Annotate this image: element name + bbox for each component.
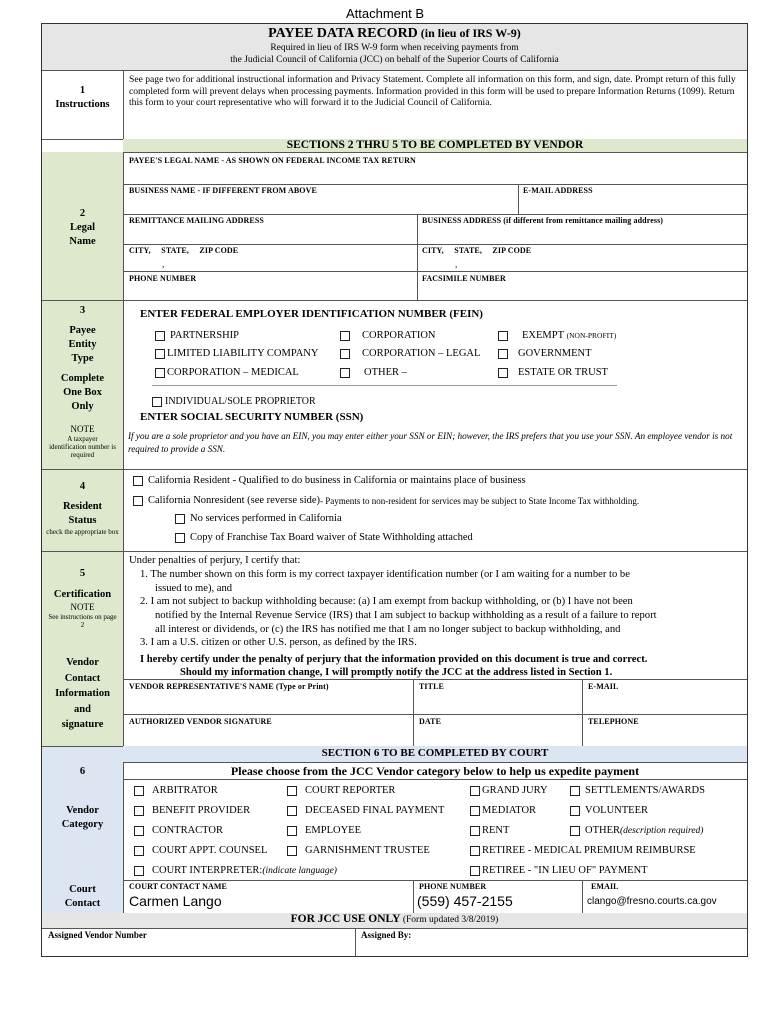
checkbox[interactable] — [340, 368, 350, 378]
checkbox[interactable] — [470, 806, 480, 816]
option-ftb-waiver[interactable]: Copy of Franchise Tax Board waiver of State Withholding attached — [175, 532, 473, 543]
section-3-note: NOTE A taxpayer identification number is required — [49, 424, 116, 459]
court-phone-label: PHONE NUMBER — [419, 882, 487, 891]
option-individual-sole-proprietor[interactable]: INDIVIDUAL/SOLE PROPRIETOR — [152, 396, 316, 407]
facsimile-number-field[interactable]: FACSIMILE NUMBER — [422, 274, 506, 283]
vendor-contact-label: Vendor Contact Information and signature — [55, 657, 110, 730]
business-name-field[interactable]: BUSINESS NAME - IF DIFFERENT FROM ABOVE — [129, 186, 317, 195]
checkbox[interactable] — [134, 806, 144, 816]
band-sections-2-5-text: SECTIONS 2 THRU 5 TO BE COMPLETED BY VENDOR — [286, 139, 584, 151]
option-corporation[interactable]: CORPORATION — [340, 330, 436, 341]
checkbox[interactable] — [340, 349, 350, 359]
court-contact-name-value[interactable]: Carmen Lango — [129, 893, 222, 909]
checkbox[interactable] — [498, 331, 508, 341]
checkbox[interactable] — [340, 331, 350, 341]
section-2-label: 2 Legal Name — [69, 208, 96, 247]
checkbox[interactable] — [133, 496, 143, 506]
city-state-zip-field[interactable]: CITY, STATE, ZIP CODE — [129, 246, 239, 255]
option-no-services[interactable]: No services performed in California — [175, 513, 342, 524]
vendor-rep-name-field[interactable]: VENDOR REPRESENTATIVE'S NAME (Type or Print) — [129, 682, 329, 691]
checkbox[interactable] — [287, 786, 297, 796]
ssn-heading: ENTER SOCIAL SECURITY NUMBER (SSN) — [140, 411, 364, 423]
checkbox[interactable] — [470, 786, 480, 796]
form-title: PAYEE DATA RECORD (in lieu of IRS W-9) — [268, 26, 521, 41]
comma-1: , — [162, 259, 165, 269]
court-email-label: EMAIL — [591, 882, 619, 891]
section-1-label: 1 Instructions — [55, 85, 110, 110]
option-garnishment-trustee[interactable]: GARNISHMENT TRUSTEE — [287, 845, 430, 856]
assigned-by-field[interactable]: Assigned By: — [361, 930, 412, 940]
option-other-category[interactable]: OTHER (description required) — [570, 825, 703, 836]
vendor-signature-field[interactable]: AUTHORIZED VENDOR SIGNATURE — [129, 717, 272, 726]
cert-item-2c: all interest or dividends, or (c) the IRS has notified me that I am no longer subject to backup withholding, and — [155, 624, 621, 635]
checkbox[interactable] — [175, 533, 185, 543]
option-court-interpreter[interactable]: COURT INTERPRETER: (indicate language) — [134, 865, 337, 876]
checkbox[interactable] — [175, 514, 185, 524]
cert-item-1a: 1. The number shown on this form is my correct taxpayer identification number (or I am waiting for a number to be — [140, 569, 630, 580]
checkbox[interactable] — [133, 476, 143, 486]
court-email-value[interactable]: clango@fresno.courts.ca.gov — [587, 896, 717, 907]
option-retiree-in-lieu[interactable]: RETIREE - "IN LIEU OF" PAYMENT — [470, 865, 648, 876]
option-retiree-medical[interactable]: RETIREE - MEDICAL PREMIUM REIMBURSE — [470, 845, 696, 856]
court-contact-name-label: COURT CONTACT NAME — [129, 882, 227, 891]
option-deceased-final-payment[interactable]: DECEASED FINAL PAYMENT — [287, 805, 444, 816]
checkbox[interactable] — [155, 349, 165, 359]
checkbox[interactable] — [152, 397, 162, 407]
checkbox[interactable] — [570, 786, 580, 796]
checkbox[interactable] — [134, 866, 144, 876]
checkbox[interactable] — [287, 846, 297, 856]
option-court-reporter[interactable]: COURT REPORTER — [287, 785, 395, 796]
option-partnership[interactable]: PARTNERSHIP — [155, 330, 239, 341]
vendor-date-field[interactable]: DATE — [419, 717, 442, 726]
option-benefit-provider[interactable]: BENEFIT PROVIDER — [134, 805, 250, 816]
option-settlements-awards[interactable]: SETTLEMENTS/AWARDS — [570, 785, 705, 796]
checkbox[interactable] — [155, 368, 165, 378]
option-employee[interactable]: EMPLOYEE — [287, 825, 361, 836]
option-california-nonresident[interactable]: California Nonresident (see reverse side) - Payments to non-resident for services may be subject to State Income Tax withholding. — [133, 495, 639, 506]
checkbox[interactable] — [470, 846, 480, 856]
attachment-label: Attachment B — [345, 6, 425, 21]
option-corporation-medical[interactable]: CORPORATION – MEDICAL — [155, 367, 299, 378]
checkbox[interactable] — [134, 826, 144, 836]
instructions-text: See page two for additional instructional information and Privacy Statement. Complete all information on this form, and sign, date. Prompt return of this fully completed form will prevent delays when processing payments. Information provided in this form will be used to prepare Information Returns (1099). Return this form to your court representative who will forward it to the Judicial Council of California. — [129, 74, 736, 108]
remittance-address-field[interactable]: REMITTANCE MAILING ADDRESS — [129, 216, 264, 225]
option-court-appt-counsel[interactable]: COURT APPT. COUNSEL — [134, 845, 267, 856]
business-address-field[interactable]: BUSINESS ADDRESS (if different from remittance mailing address) — [422, 216, 664, 225]
vendor-category-label: Vendor Category — [61, 805, 104, 830]
certify-statement-1: I hereby certify under the penalty of perjury that the information provided on this document is true and correct. — [140, 654, 648, 665]
option-government[interactable]: GOVERNMENT — [498, 348, 592, 359]
cert-intro: Under penalties of perjury, I certify that: — [129, 555, 301, 566]
comma-2: , — [455, 259, 458, 269]
checkbox[interactable] — [570, 806, 580, 816]
payee-legal-name-field[interactable]: PAYEE'S LEGAL NAME - AS SHOWN ON FEDERAL INCOME TAX RETURN — [129, 156, 416, 165]
option-exempt[interactable]: EXEMPT (NON-PROFIT) — [498, 330, 616, 341]
option-rent[interactable]: RENT — [470, 825, 509, 836]
cert-item-1b: issued to me), and — [155, 583, 233, 594]
band-section-6-text: SECTION 6 TO BE COMPLETED BY COURT — [321, 747, 549, 759]
cert-item-3: 3. I am a U.S. citizen or other U.S. person, as defined by the IRS. — [140, 637, 417, 648]
option-other[interactable]: OTHER – — [340, 367, 407, 378]
checkbox[interactable] — [287, 806, 297, 816]
section-3-label: 3 — [79, 305, 86, 316]
option-grand-jury[interactable]: GRAND JURY — [470, 785, 548, 796]
checkbox[interactable] — [134, 846, 144, 856]
option-arbitrator[interactable]: ARBITRATOR — [134, 785, 218, 796]
assigned-vendor-number-field[interactable]: Assigned Vendor Number — [48, 930, 147, 940]
section-6-label: 6 — [79, 766, 86, 777]
checkbox[interactable] — [470, 826, 480, 836]
cert-item-2b: notified by the Internal Revenue Service (IRS) that I am subject to backup withholding as a result of a failure to report — [155, 610, 657, 621]
vendor-email-field[interactable]: E-MAIL — [588, 682, 619, 691]
checkbox[interactable] — [570, 826, 580, 836]
form-subtitle-1: Required in lieu of IRS W-9 form when receiving payments from — [270, 43, 519, 53]
checkbox[interactable] — [155, 331, 165, 341]
option-llc[interactable]: LIMITED LIABILITY COMPANY — [155, 348, 318, 359]
payee-data-record-form — [41, 23, 748, 957]
payee-entity-type-label: Payee Entity Type — [68, 325, 97, 364]
checkbox[interactable] — [134, 786, 144, 796]
checkbox[interactable] — [287, 826, 297, 836]
email-address-field[interactable]: E-MAIL ADDRESS — [523, 186, 593, 195]
court-phone-value[interactable]: (559) 457-2155 — [417, 893, 513, 909]
cert-item-2a: 2. I am not subject to backup withholding because: (a) I am exempt from backup withholding, or (b) I have not been — [140, 596, 633, 607]
vendor-category-prompt: Please choose from the JCC Vendor category below to help us expedite payment — [230, 764, 640, 778]
form-subtitle-2: the Judicial Council of California (JCC) on behalf of the Superior Courts of California — [230, 55, 559, 65]
option-corporation-legal[interactable]: CORPORATION – LEGAL — [340, 348, 480, 359]
checkbox[interactable] — [498, 349, 508, 359]
option-contractor[interactable]: CONTRACTOR — [134, 825, 223, 836]
ssn-note: If you are a sole proprietor and you have an EIN, you may enter either your SSN or EIN; however, the IRS prefers that you use your SSN. An employee vendor is not required to provide a SSN. — [128, 431, 733, 454]
vendor-telephone-field[interactable]: TELEPHONE — [588, 717, 639, 726]
vendor-title-field[interactable]: TITLE — [419, 682, 444, 691]
checkbox[interactable] — [470, 866, 480, 876]
complete-one-box-label: Complete One Box Only — [60, 373, 105, 412]
option-volunteer[interactable]: VOLUNTEER — [570, 805, 648, 816]
court-contact-label: Court Contact — [64, 884, 101, 909]
option-california-resident[interactable]: California Resident - Qualified to do business in California or maintains place of business — [133, 475, 526, 486]
section-4-label: 4 Resident Status check the appropriate box — [46, 481, 119, 536]
certify-statement-2: Should my information change, I will promptly notify the JCC at the address listed in Section 1. — [180, 667, 613, 678]
section-5-label: 5 Certification NOTE See instructions on page 2 — [48, 568, 117, 629]
option-estate-trust[interactable]: ESTATE OR TRUST — [498, 367, 608, 378]
option-mediator[interactable]: MEDIATOR — [470, 805, 536, 816]
phone-number-field[interactable]: PHONE NUMBER — [129, 274, 197, 283]
checkbox[interactable] — [498, 368, 508, 378]
fein-heading: ENTER FEDERAL EMPLOYER IDENTIFICATION NUMBER (FEIN) — [140, 308, 483, 320]
business-city-state-zip-field[interactable]: CITY, STATE, ZIP CODE — [422, 246, 532, 255]
jcc-use-title: FOR JCC USE ONLY (Form updated 3/8/2019) — [290, 913, 499, 925]
